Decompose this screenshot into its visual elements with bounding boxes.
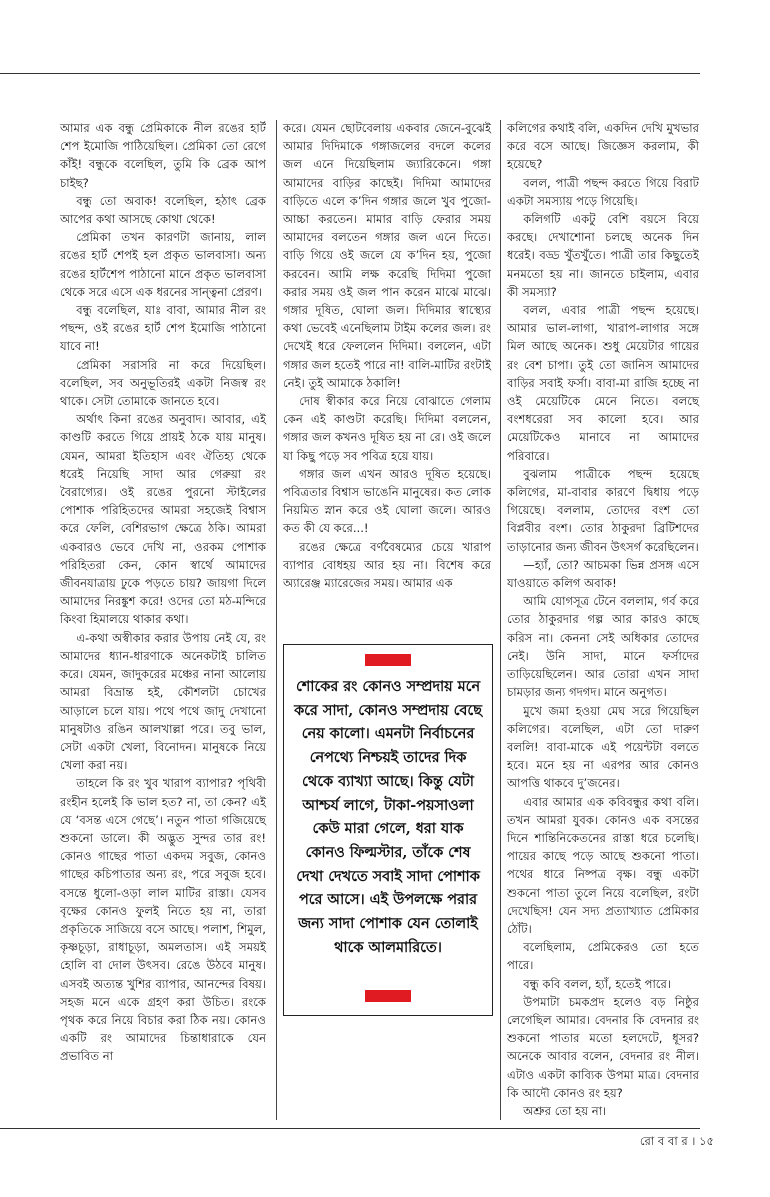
paragraph: এবার আমার এক কবিবন্ধুর কথা বলি। তখন আমরা যুবক। কোনও এক বসন্তের দিনে শান্তিনিকেতনের রাস্তা ধরে চলেছি। পায়ের কাছে পড়ে আছে শুকনো পাতা। পথের ধারে নিষ্পত্র বৃক্ষ। বন্ধু একটা শুকনো পাতা তুলে নিয়ে বলেছিল, রংটা দেখেছিস! যেন সদ্য প্রত্যাখ্যাত প্রেমিকার ঠোঁট।: [507, 794, 699, 936]
paragraph: উপমাটা চমকপ্রদ হলেও বড় নিষ্ঠুর লেগেছিল আমার। বেদনার কি বেদনার রং শুকনো পাতার মতো হলদেটে, ধূসর? অনেকে আবার বলেন, বেদনার রং নীল। এটাও একটা কাব্যিক উপমা মাত্র। বেদনার কি আদৌ কোনও রং হয়?: [507, 994, 699, 1100]
paragraph: দোষ স্বীকার করে নিয়ে বোঝাতে গেলাম কেন এই কাণ্ডটা করেছি। দিদিমা বললেন, গঙ্গার জল কখনও দূষিত হয় না রে। ওই জলে যা কিছু পড়ে সব পবিত্র হয়ে যায়।: [283, 394, 491, 463]
top-rule: [0, 73, 700, 74]
paragraph: বন্ধু বলেছিল, যাঃ বাবা, আমার নীল রং পছন্দ, ওই রঙের হার্ট শেপ ইমোজি পাঠানো যাবে না!: [60, 303, 266, 354]
pull-quote-accent-bottom: [365, 990, 411, 1002]
paragraph: অর্থাৎ কিনা রঙের অনুবাদ। আবার, এই কাণ্ডটি করতে গিয়ে প্রায়ই ঠকে যায় মানুষ। যেমন, আমরা ইতিহাস এবং ঐতিহ্য থেকে ধরেই নিয়েছি সাদা আর গেরুয়া রং বৈরাগ্যের। ওই রঙের পুরনো স্টাইলের পোশাক পরিহিতদের আমরা সহজেই বিশ্বাস করে ফেলি, বেশিরভাগ ক্ষেত্রে ঠকি। আমরা একবারও ভেবে দেখি না, ওরকম পোশাক পরিহিতরা কেন, কোন স্বার্থে আমাদের জীবনযাত্রায় ঢুকে পড়তে চায়? জায়গা দিলে আমাদের নিরঙ্কুশ করে! ওদের তো মঠ-মন্দিরে কিংবা হিমালয়ে থাকার কথা।: [60, 412, 266, 627]
paragraph: প্রেমিকা সরাসরি না করে দিয়েছিল। বলেছিল, সব অনুভূতিরই একটা নিজস্ব রং থাকে। সেটা তোমাকে জানতে হবে।: [60, 357, 266, 409]
paragraph: বলল, এবার পাত্রী পছন্দ হয়েছে। আমার ভাল-লাগা, খারাপ-লাগার সঙ্গে মিল আছে অনেক। শুধু মেয়েটার গায়ের রং বেশ চাপা। তুই তো জানিস আমাদের বাড়ির সবাই ফর্সা। বাবা-মা রাজি হচ্ছে না ওই মেয়েটিকে মেনে নিতে। বলছে বংশধরেরা সব কালো হবে। আর মেয়েটিকেও মানাবে না আমাদের পরিবারে।: [507, 303, 699, 463]
paragraph: বন্ধু কবি বলল, হ্যাঁ, হতেই পারে।: [523, 976, 671, 991]
paragraph: আমার এক বন্ধু প্রেমিকাকে নীল রঙের হার্ট শেপ ইমোজি পাঠিয়েছিল। প্রেমিকা তো রেগে কাঁই! বন্ধুকে বলেছিল, তুমি কি ব্রেক আপ চাইছ?: [60, 121, 266, 190]
page-folio: রো ব বা র । ১৫: [639, 1134, 714, 1148]
paragraph: মুখে জমা হওয়া মেঘ সরে গিয়েছিল কলিগের। বলেছিল, এটা তো দারুণ বললি! বাবা-মাকে এই পয়েন্টটা বলতে হবে। মনে হয় না এরপর আর কোনও আপত্তি থাকবে দু’জনের।: [507, 703, 699, 791]
paragraph: গঙ্গার জল এখন আরও দূষিত হয়েছে। পবিত্রতার বিশ্বাস ভাঙেনি মানুষের। কত লোক নিয়মিত স্নান করে ওই ঘোলা জলে। আরও কত কী যে করে...!: [283, 466, 491, 536]
paragraph: কলিগের কথাই বলি, একদিন দেখি মুখভার করে বসে আছে। জিজ্ঞেস করলাম, কী হয়েছে?: [507, 121, 699, 172]
paragraph: বন্ধু তো অবাক! বলেছিল, হঠাৎ ব্রেক আপের কথা আসছে কোথা থেকে!: [60, 193, 266, 227]
paragraph: অশ্রুর তো হয় না।: [523, 1103, 607, 1118]
paragraph: —হ্যাঁ, তো? আচমকা ভিন্ন প্রসঙ্গ এসে যাওয়াতে কলিগ অবাক!: [507, 557, 699, 591]
paragraph: আমি যোগসূত্র টেনে বললাম, গর্ব করে তোর ঠাকুরদার গল্প আর কারও কাছে করিস না। কেননা সেই অধিকার তোদের নেই। উনি সাদা, মানে ফর্সাদের তাড়িয়েছিলেন। আর তোরা এখন সাদা চামড়ার জন্য গদগদ। মানে অনুগত।: [507, 594, 699, 700]
paragraph: বলেছিলাম, প্রেমিকেরও তো হতে পারে।: [507, 940, 699, 973]
bottom-rule: [0, 1128, 700, 1129]
paragraph: প্রেমিকা তখন কারণটা জানায়, লাল রঙের হার্ট শেপই হল প্রকৃত ভালবাসা। অন্য রঙের হার্টশেপ পাঠানো মানে প্রকৃত ভালবাসা থেকে সরে এসে এক ধরনের সান্ত্বনা প্রেরণ।: [60, 230, 266, 299]
pull-quote-text: শোকের রং কোনও সম্প্রদায় মনে করে সাদা, কোনও সম্প্রদায় বেছে নেয় কালো। এমনটা নির্বাচনের নেপথ্যে নিশ্চয়ই তাদের দিক থেকে ব্যাখ্যা আছে। কিন্তু যেটা আশ্চর্য লাগে, টাকা-পয়সাওলা কেউ মারা গেলে, ধরা যাক কোনও ফিল্মস্টার, তাঁকে শেষ দেখা দেখতে সবাই সাদা পোশাক পরে আসে। এই উপলক্ষে পরার জন্য সাদা পোশাক যেন তোলাই থাকে আলমারিতে।: [294, 678, 482, 956]
paragraph: তাহলে কি রং খুব খারাপ ব্যাপার? পৃথিবী রংহীন হলেই কি ভাল হত? না, তা কেন? এই যে ‘বসন্ত এসে গেছে’। নতুন পাতা গজিয়েছে শুকনো ডালে। কী অদ্ভুত সুন্দর তার রং! কোনও গাছের পাতা একদম সবুজ, কোনও গাছের কচিপাতার অন্য রং, পরে সবুজ হবে। বসন্তে ধুলো-ওড়া লাল মাটির রাস্তা। যেসব বৃক্ষের কোনও ফুলই নিতে হয় না, তারা প্রকৃতিকে সাজিয়ে বসে আছে। পলাশ, শিমুল, কৃষ্ণচূড়া, রাধাচূড়া, অমলতাস। এই সময়ই হোলি বা দোল উৎসব। রেঙে উঠবে মানুষ। এসবই অত্যন্ত খুশির ব্যাপার, আনন্দের বিষয়। সহজ মনে একে গ্রহণ করা উচিত। রংকে পৃথক করে নিয়ে বিচার করা ঠিক নয়। কোনও একটি রং আমাদের চিন্তাধারাকে যেন প্রভাবিত না: [60, 776, 266, 1064]
paragraph: রঙের ক্ষেত্রে বর্ণবৈষম্যের চেয়ে খারাপ ব্যাপার বোধহয় আর হয় না। বিশেষ করে অ্যারেঞ্জ ম্যারেজের সময়। আমার এক: [283, 539, 491, 591]
article-column-1: [60, 119, 266, 1066]
article-column-3: [507, 119, 699, 1120]
column-divider: [276, 120, 277, 1120]
pull-quote-accent-top: [365, 654, 411, 666]
pull-quote-box: [283, 644, 493, 1016]
column-divider: [500, 120, 501, 1120]
article-column-2: [283, 119, 491, 592]
paragraph: বলল, পাত্রী পছন্দ করতে গিয়ে বিরাট একটা সমস্যায় পড়ে গিয়েছি।: [507, 175, 699, 208]
paragraph: এ-কথা অস্বীকার করার উপায় নেই যে, রং আমাদের ধ্যান-ধারণাকে অনেকটাই চালিত করে। যেমন, জাদুকরের মঞ্চের নানা আলোয় আমরা বিভ্রান্ত হই, কৌশলটা চোখের আড়ালে চলে যায়। পথে পথে জাদু দেখানো মানুষটাও রঙিন আলখাল্লা পরে। তবু ভাল, সেটা একটা খেলা, বিনোদন। মানুষকে নিয়ে খেলা করা নয়।: [60, 630, 266, 773]
paragraph: করে। যেমন ছোটবেলায় একবার জেনে-বুঝেই আমার দিদিমাকে গঙ্গাজলের বদলে কলের জল এনে দিয়েছিলাম জ্যারিকেনে। গঙ্গা আমাদের বাড়ির কাছেই। দিদিমা আমাদের বাড়িতে এলে ক’দিন গঙ্গার জলে খুব পুজো-আচ্চা করতেন। মামার বাড়ি ফেরার সময় আমাদের বলতেন গঙ্গার জল এনে দিতে। বাড়ি গিয়ে ওই জলে যে ক’দিন হয়, পুজো করবেন। আমি লক্ষ করেছি দিদিমা পুজো করার সময় ওই জল পান করেন মাঝে মাঝে। গঙ্গার দূষিত, ঘোলা জল। দিদিমার স্বাস্থ্যের কথা ভেবেই এনেছিলাম টাইম কলের জল। রং দেখেই ধরে ফেললেন দিদিমা। বললেন, এটা গঙ্গার জল হতেই পারে না! বালি-মাটির রংটাই নেই। তুই আমাকে ঠকালি!: [283, 121, 491, 390]
paragraph: বুঝলাম পাত্রীকে পছন্দ হয়েছে কলিগের, মা-বাবার কারণে দ্বিধায় পড়ে গিয়েছে। বললাম, তোদের বংশ তো বিপ্লবীর বংশ। তোর ঠাকুরদা ব্রিটিশদের তাড়ানোর জন্য জীবন উৎসর্গ করেছিলেন।: [507, 466, 699, 554]
paragraph: কলিগটি একটু বেশি বয়সে বিয়ে করছে। দেখাশোনা চলছে অনেক দিন ধরেই। বড্ড খুঁতখুঁতে। পাত্রী তার কিছুতেই মনমতো হয় না। জানতে চাইলাম, এবার কী সমস্যা?: [507, 212, 699, 299]
